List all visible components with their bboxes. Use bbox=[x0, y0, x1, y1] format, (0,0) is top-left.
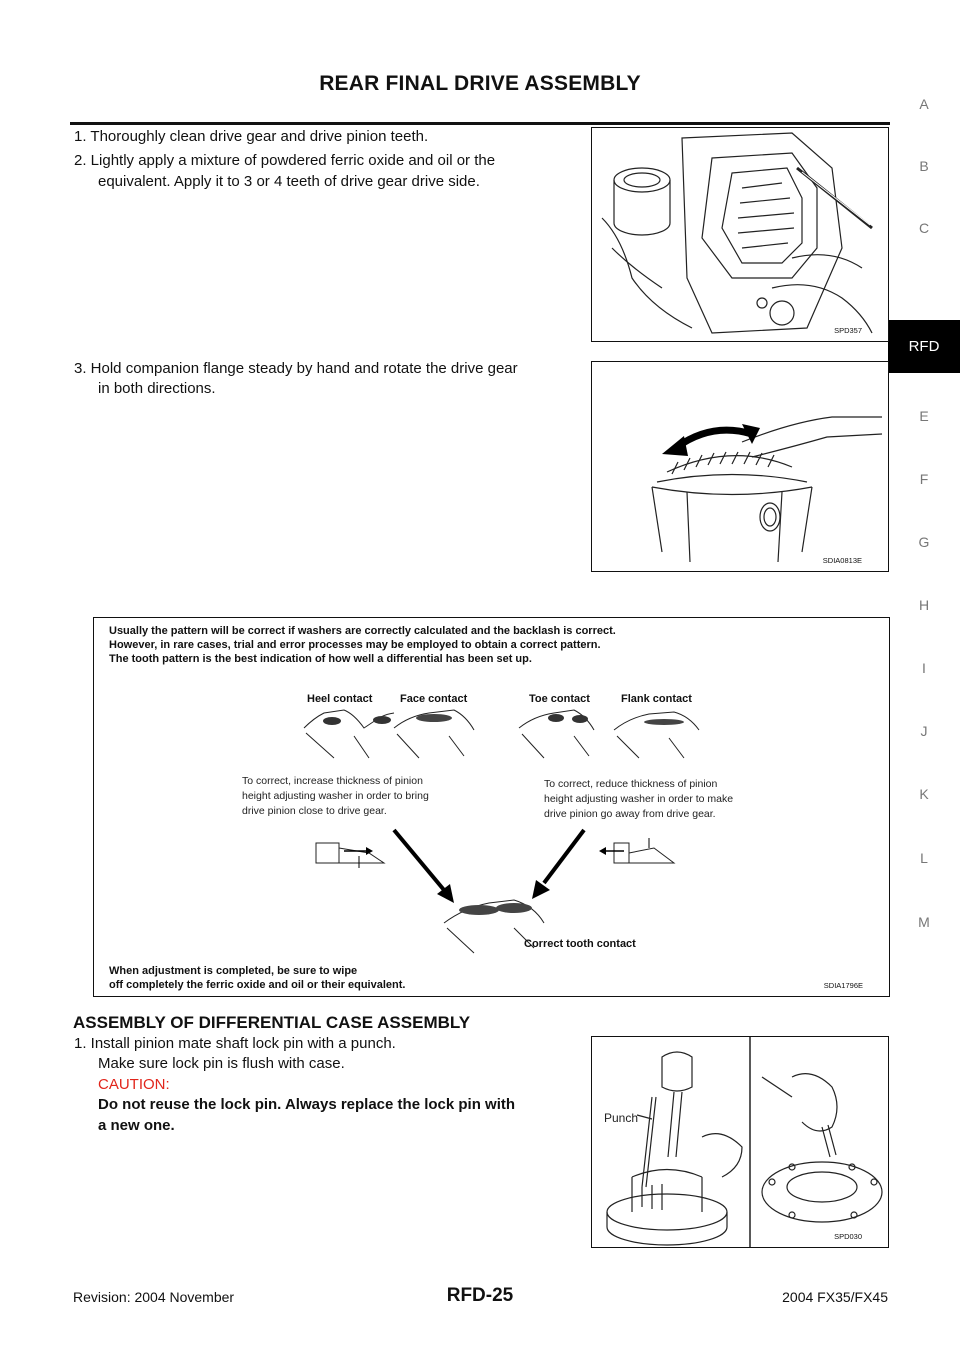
side-index-g[interactable]: G bbox=[918, 534, 930, 550]
footer-revision: Revision: 2004 November bbox=[73, 1289, 235, 1305]
step-3-text-line2: in both directions. bbox=[98, 380, 216, 397]
side-index-k[interactable]: K bbox=[919, 786, 929, 802]
step-1-text: 1. Thoroughly clean drive gear and drive pinion teeth. bbox=[74, 128, 429, 145]
figure-sdia0813e-id: SDIA0813E bbox=[822, 556, 862, 565]
side-index-e[interactable]: E bbox=[919, 408, 929, 424]
footer-page-number: RFD-25 bbox=[446, 1285, 514, 1306]
section-step1-line1: 1. Install pinion mate shaft lock pin with a punch. bbox=[74, 1035, 396, 1052]
heel-contact-label: Heel contact bbox=[307, 693, 373, 705]
left-note-line2: height adjusting washer in order to bring bbox=[242, 790, 429, 802]
figure-spd030 bbox=[591, 1036, 889, 1248]
side-index bbox=[888, 0, 960, 1358]
side-index-b[interactable]: B bbox=[919, 158, 929, 174]
page-title: REAR FINAL DRIVE ASSEMBLY bbox=[319, 72, 641, 95]
figure-sdia0813e-drawing bbox=[592, 362, 888, 571]
figure-spd030-id: SPD030 bbox=[834, 1232, 862, 1241]
step-2-text-line2: equivalent. Apply it to 3 or 4 teeth of drive gear drive side. bbox=[98, 173, 480, 190]
right-note-line3: drive pinion go away from drive gear. bbox=[544, 808, 716, 820]
figure-sdia1796e-id: SDIA1796E bbox=[823, 981, 863, 990]
final-note-line2: off completely the ferric oxide and oil or their equivalent. bbox=[109, 979, 406, 991]
step-3-text-line1: 3. Hold companion flange steady by hand and rotate the drive gear bbox=[74, 360, 518, 377]
section-step1-line2: Make sure lock pin is flush with case. bbox=[98, 1055, 345, 1072]
figure-tooth-contact bbox=[93, 617, 890, 997]
header-rule bbox=[70, 122, 890, 125]
caution-heading: CAUTION: bbox=[98, 1076, 170, 1093]
side-index-i[interactable]: I bbox=[922, 660, 926, 676]
face-contact-label: Face contact bbox=[400, 693, 468, 705]
tooth-intro-line3: The tooth pattern is the best indication of how well a differential has been set up. bbox=[109, 653, 532, 665]
right-note-line1: To correct, reduce thickness of pinion bbox=[544, 778, 718, 790]
section-heading: ASSEMBLY OF DIFFERENTIAL CASE ASSEMBLY bbox=[73, 1013, 471, 1032]
left-note-line3: drive pinion close to drive gear. bbox=[242, 805, 387, 817]
figure-spd357-drawing bbox=[592, 128, 888, 341]
side-index-rfd-tab[interactable]: RFD bbox=[888, 320, 960, 373]
figure-spd030-drawing bbox=[592, 1037, 888, 1247]
flank-contact-label: Flank contact bbox=[621, 693, 692, 705]
tooth-contact-drawing bbox=[94, 618, 889, 996]
step-2-text-line1: 2. Lightly apply a mixture of powdered ferric oxide and oil or the bbox=[74, 152, 496, 169]
caution-line1: Do not reuse the lock pin. Always replace the lock pin with bbox=[98, 1096, 516, 1113]
figure-sdia0813e bbox=[591, 361, 889, 572]
figure-spd357 bbox=[591, 127, 889, 342]
side-index-c[interactable]: C bbox=[918, 220, 930, 236]
side-index-m[interactable]: M bbox=[918, 914, 930, 930]
right-note-line2: height adjusting washer in order to make bbox=[544, 793, 734, 805]
correct-contact-label: Correct tooth contact bbox=[524, 938, 636, 950]
toe-contact-label: Toe contact bbox=[529, 693, 590, 705]
final-note-line1: When adjustment is completed, be sure to wipe bbox=[109, 965, 358, 977]
tooth-intro-line1: Usually the pattern will be correct if washers are correctly calculated and the backlash is correct. bbox=[109, 625, 616, 637]
caution-line2: a new one. bbox=[98, 1117, 175, 1134]
left-note-line1: To correct, increase thickness of pinion bbox=[242, 775, 423, 787]
side-index-a[interactable]: A bbox=[919, 96, 929, 112]
footer-model: 2004 FX35/FX45 bbox=[782, 1289, 888, 1305]
punch-label: Punch bbox=[604, 1111, 639, 1125]
side-index-h[interactable]: H bbox=[918, 597, 930, 613]
side-index-l[interactable]: L bbox=[920, 850, 928, 866]
figure-spd357-id: SPD357 bbox=[834, 326, 862, 335]
tooth-intro-line2: However, in rare cases, trial and error processes may be employed to obtain a correct pattern. bbox=[109, 639, 601, 651]
side-index-f[interactable]: F bbox=[919, 471, 929, 487]
side-index-j[interactable]: J bbox=[920, 723, 928, 739]
